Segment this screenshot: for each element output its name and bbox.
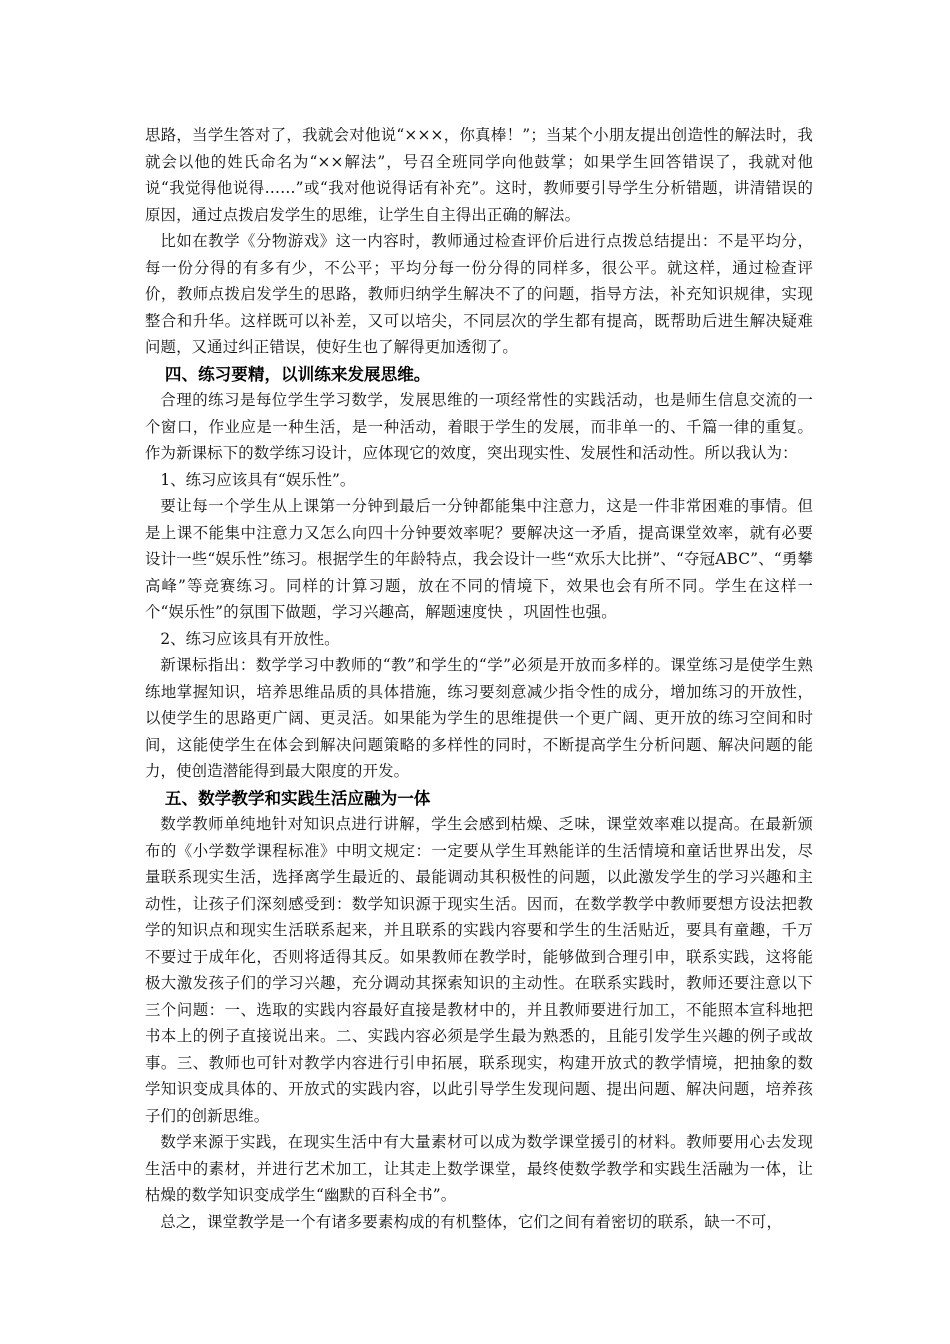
section-heading-4: 四、练习要精，以训练来发展思维。 bbox=[164, 363, 431, 384]
paragraph-example: 比如在教学《分物游戏》这一内容时，教师通过检查评价后进行点拨总结提出：不是平均分，每一份分得的有多有少，不公平；平均分每一份分得的同样多，很公平。就这样，通过检查评价，教师点拨启发学生的思路，教师归纳学生解决不了的问题，指导方法，补充知识规律，实现整合和升华。这样既可以补差，又可以培尖，不同层次的学生都有提高，既帮助后进生解决疑难问题，又通过纠正错误，使好生也了解得更加透彻了。 bbox=[145, 232, 813, 356]
section5-conclusion: 总之，课堂教学是一个有诸多要素构成的有机整体，它们之间有着密切的联系，缺一不可， bbox=[160, 1212, 783, 1231]
section5-body2: 数学来源于实践，在现实生活中有大量素材可以成为数学课堂援引的材料。教师要用心去发现生活中的素材，并进行艺术加工，让其走上数学课堂，最终使数学教学和实践生活融为一体，让枯燥的数学知识变成学生“幽默的百科全书”。 bbox=[145, 1133, 813, 1204]
section-heading-5: 五、数学教学和实践生活应融为一体 bbox=[164, 787, 431, 808]
section4-item1-title: 1、练习应该具有“娱乐性”。 bbox=[160, 470, 356, 489]
section4-item2-body: 新课标指出：数学学习中教师的“教”和学生的“学”必须是开放而多样的。课堂练习是使学生熟练地掌握知识，培养思维品质的具体措施，练习要刻意减少指令性的成分，增加练习的开放性，以使学生的思路更广阔、更灵活。如果能为学生的思维提供一个更广阔、更开放的练习空间和时间，这能使学生在体会到解决问题策略的多样性的同时，不断提高学生分析问题、解决问题的能力，使创造潜能得到最大限度的开发。 bbox=[145, 656, 813, 780]
section4-intro: 合理的练习是每位学生学习数学，发展思维的一项经常性的实践活动，也是师生信息交流的一个窗口，作业应是一种生活，是一种活动，着眼于学生的发展，而非单一的、千篇一律的重复。作为新课标下的数学练习设计，应体现它的效度，突出现实性、发展性和活动性。所以我认为： bbox=[145, 391, 813, 462]
section5-body1: 数学教师单纯地针对知识点进行讲解，学生会感到枯燥、乏味，课堂效率难以提高。在最新颁布的《小学数学课程标准》中明文规定：一定要从学生耳熟能详的生活情境和童话世界出发，尽量联系现实生活，选择离学生最近的、最能调动其积极性的问题，以此激发学生的学习兴趣和主动性，让孩子们深刻感受到：数学知识源于现实生活。因而，在数学教学中教师要想方设法把教学的知识点和现实生活联系起来，并且联系的实践内容要和学生的生活贴近，要具有童趣，千万不要过于成年化，否则将适得其反。如果教师在教学时，能够做到合理引申，联系实践，这将能极大激发孩子们的学习兴趣，充分调动其探索知识的主动性。在联系实践时，教师还要注意以下三个问题：一、选取的实践内容最好直接是教材中的，并且教师要进行加工，不能照本宣科地把书本上的例子直接说出来。二、实践内容必须是学生最为熟悉的，且能引发学生兴趣的例子或故事。三、教师也可针对教学内容进行引申拓展，联系现实，构建开放式的教学情境，把抽象的数学知识变成具体的、开放式的实践内容，以此引导学生发现问题、提出问题、解决问题，培养孩子们的创新思维。 bbox=[145, 815, 813, 1125]
document-body bbox=[145, 122, 813, 1235]
section4-item1-body: 要让每一个学生从上课第一分钟到最后一分钟都能集中注意力，这是一件非常困难的事情。但是上课不能集中注意力又怎么向四十分钟要效率呢？要解决这一矛盾，提高课堂效率，就有必要设计一些“娱乐性”练习。根据学生的年龄特点，我会设计一些“欢乐大比拼”、“夺冠ABC”、“勇攀高峰”等竞赛练习。同样的计算习题，放在不同的情境下，效果也会有所不同。学生在这样一个“娱乐性”的氛围下做题，学习兴趣高，解题速度快 ，巩固性也强。 bbox=[145, 497, 813, 621]
paragraph-continuation: 思路，当学生答对了，我就会对他说“×××，你真棒！”；当某个小朋友提出创造性的解法时，我就会以他的姓氏命名为“××解法”，号召全班同学向他鼓掌；如果学生回答错误了，我就对他说“我觉得他说得……”或“我对他说得话有补充”。这时，教师要引导学生分析错题，讲清错误的原因，通过点拨启发学生的思维，让学生自主得出正确的解法。 bbox=[145, 126, 813, 224]
section4-item2-title: 2、练习应该具有开放性。 bbox=[160, 629, 340, 648]
